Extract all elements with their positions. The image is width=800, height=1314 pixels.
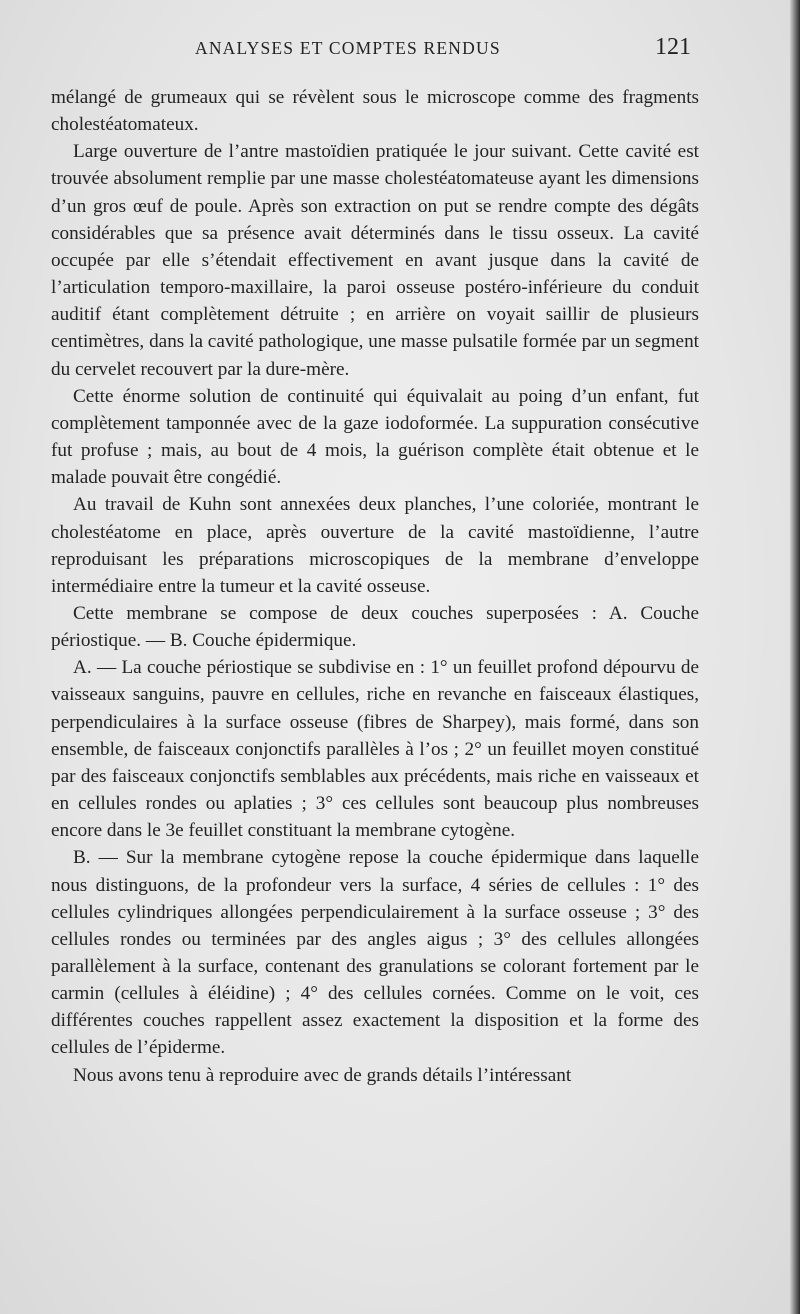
paragraph-layer-b: B. — Sur la membrane cytogène repose la couche épidermique dans laquelle nous distinguons, de la profondeur vers la surface, 4 séries de cellules : 1° des cellules cylindriques allongées perpendiculairement à la surface osseuse ; 3° des cellules rondes ou terminées par des angles aigus ; 3° des cellules allongées parallèlement à la surface, contenant des granulations se colorant fortement par le carmin (cellules à éléidine) ; 4° des cellules cornées. Comme on le voit, ces différentes couches rappellent assez exactement la disposition et la forme des cellules de l’épiderme. [51,847,699,1059]
running-head: ANALYSES ET COMPTES RENDUS [195,38,501,58]
paragraph-membrane: Cette membrane se compose de deux couches superposées : A. Couche périostique. — B. Couche épidermique. [51,602,699,652]
paragraph-outcome: Cette énorme solution de continuité qui équivalait au poing d’un enfant, fut complètement tamponnée avec de la gaze iodoformée. La suppuration consécutive fut profuse ; mais, au bout de 4 mois, la guérison complète était obtenue et le malade pouvait être congédié. [51,385,699,489]
page-header [0,34,800,64]
paragraph-plates: Au travail de Kuhn sont annexées deux planches, l’une coloriée, montrant le cholestéatome en place, après ouverture de la cavité mastoïdienne, l’autre reproduisant les préparations microscopiques de la membrane d’enveloppe intermédiaire entre la tumeur et la cavité osseuse. [51,494,699,597]
body-text [51,84,699,1089]
page-number: 121 [655,34,691,60]
paragraph-continuation: mélangé de grumeaux qui se révèlent sous le microscope comme des fragments cholestéatomateux. [51,87,699,136]
page-edge-shadow [790,0,800,1314]
paragraph-operation: Large ouverture de l’antre mastoïdien pratiquée le jour suivant. Cette cavité est trouvée absolument remplie par une masse cholestéatomateuse ayant les dimensions d’un gros œuf de poule. Après son extraction on put se rendre compte des dégâts considérables que sa présence avait déterminés dans le tissu osseux. La cavité occupée par elle s’étendait effectivement en avant jusque dans la cavité de l’articulation temporo-maxillaire, la paroi osseuse postéro-inférieure du conduit auditif étant complètement détruite ; en arrière on voyait saillir de plusieurs centimètres, dans la cavité pathologique, une masse pulsatile formée par un segment du cervelet recouvert par la dure-mère. [51,141,699,380]
paragraph-layer-a: A. — La couche périostique se subdivise en : 1° un feuillet profond dépourvu de vaisseaux sanguins, pauvre en cellules, riche en revanche en faisceaux élastiques, perpendiculaires à la surface osseuse (fibres de Sharpey), mais formé, dans son ensemble, de faisceaux conjonctifs parallèles à l’os ; 2° un feuillet moyen constitué par des faisceaux conjonctifs semblables aux précédents, mais riche en vaisseaux et en cellules rondes ou aplaties ; 3° ces cellules sont beaucoup plus nombreuses encore dans le 3e feuillet constituant la membrane cytogène. [51,657,699,842]
paragraph-closing: Nous avons tenu à reproduire avec de grands détails l’intéressant [73,1064,572,1086]
